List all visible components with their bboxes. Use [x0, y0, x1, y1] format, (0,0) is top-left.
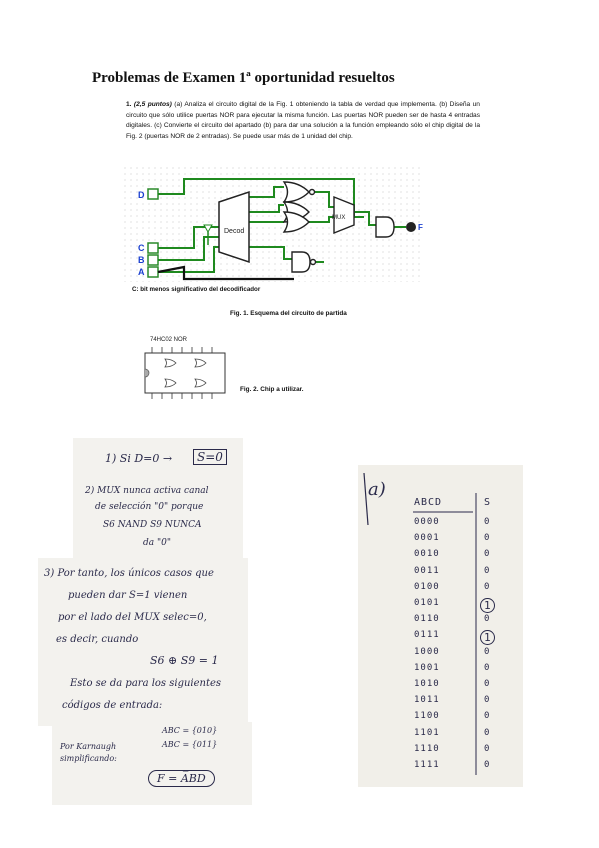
truth-table-row-inputs: 0011 [414, 565, 440, 576]
truth-table-row-output: 0 [484, 646, 490, 657]
circuit-diagram [124, 167, 424, 297]
note4-left2: simplificando: [60, 754, 117, 763]
note3-line7: códigos de entrada: [62, 700, 163, 711]
chip-diagram [140, 333, 235, 413]
truth-table-row-output: 0 [484, 695, 490, 706]
truth-table-row-inputs: 0111 [414, 630, 440, 641]
truth-table-row-inputs: 1101 [414, 727, 440, 738]
note2-line4: da "0" [143, 538, 171, 548]
note1-box: S=0 [193, 449, 227, 465]
truth-table-row-output: 0 [484, 727, 490, 738]
note3-line1: 3) Por tanto, los únicos casos que [44, 568, 214, 579]
truth-table-row-inputs: 1001 [414, 662, 440, 673]
note4-result: F = A̅BD [148, 770, 215, 787]
problem-statement [126, 100, 480, 142]
problem-number: 1. [126, 101, 132, 108]
handwritten-note-2 [38, 558, 248, 726]
input-a [138, 267, 158, 277]
note1-line1: 1) Si D=0 → [105, 452, 173, 465]
input-label-b: B [138, 255, 145, 265]
truth-table-row-output: 0 [484, 711, 490, 722]
truth-table-row-inputs: 0000 [414, 517, 440, 527]
output-label: F [418, 223, 423, 232]
truth-table-header-output: S [484, 497, 491, 508]
truth-table-row-output: 0 [484, 549, 490, 560]
truth-table-row-inputs: 1111 [414, 760, 440, 770]
truth-table-row-inputs: 1011 [414, 695, 440, 706]
truth-table-photo [358, 465, 523, 787]
truth-table-row-inputs: 0110 [414, 614, 440, 625]
handwritten-note-1 [73, 438, 243, 563]
truth-table-row-inputs: 1010 [414, 679, 440, 689]
input-c [138, 243, 158, 253]
input-pin-d [148, 189, 158, 199]
note2-line1: 2) MUX nunca activa canal [85, 486, 209, 496]
truth-table-row-output: 0 [484, 760, 490, 770]
fig1-caption: Fig. 1. Esquema del circuito de partida [230, 310, 347, 317]
input-label-c: C [138, 243, 145, 253]
truth-table-row-output: 0 [484, 743, 490, 754]
truth-table-row-output: 0 [484, 581, 490, 592]
truth-table-row-output: 1 [480, 630, 495, 645]
input-label-d: D [138, 190, 145, 200]
mux-label: MUX [332, 215, 346, 221]
note3-line5: S6 ⊕ S9 = 1 [150, 654, 219, 667]
input-label-a: A [138, 267, 145, 277]
input-pin-b [148, 255, 158, 265]
truth-table-row-output: 0 [484, 662, 490, 673]
truth-table-row-inputs: 1100 [414, 711, 440, 722]
truth-table-row-output: 0 [484, 679, 490, 689]
note3-line6: Esto se da para los siguientes [70, 678, 222, 689]
note2-line2: de selección "0" porque [95, 502, 204, 512]
truth-table-row-output: 0 [484, 565, 490, 576]
truth-table-row-inputs: 0101 [414, 598, 440, 608]
note2-line3: S6 NAND S9 NUNCA [103, 520, 202, 530]
page-title: Problemas de Examen 1ª oportunidad resueltos [92, 70, 395, 86]
note3-line2: pueden dar S=1 vienen [68, 590, 188, 601]
problem-text: (a) Analiza el circuito digital de la Fig. 1 obteniendo la tabla de verdad que implementa. (b) Diseña un circuito que sólo utilice puertas NOR para ejecutar la misma función. Las puertas NOR pueden ser de hasta 4 entradas digitales. (c) Convierte el circuito del apartado (b) para dar una solución a la función empleando sólo el chip digital de la Fig. 2 (puertas NOR de 2 entradas). Se puede usar más de 1 unidad del chip. [126, 101, 480, 140]
truth-table-row-output: 1 [480, 598, 495, 613]
decoder-label: Decod [224, 228, 245, 235]
truth-table-row-output: 0 [484, 517, 490, 527]
part-a-label: a) [368, 479, 386, 500]
input-b [138, 255, 158, 265]
truth-table-row-inputs: 1110 [414, 743, 440, 754]
note4-abc2: ABC = {011} [162, 740, 218, 749]
circuit-note: C: bit menos significativo del decodificador [132, 286, 261, 293]
chip-label: 74HC02 NOR [150, 337, 188, 343]
input-pin-a [148, 267, 158, 277]
fig2-caption: Fig. 2. Chip a utilizar. [240, 386, 304, 393]
note3-line4: es decir, cuando [56, 634, 139, 645]
truth-table-row-inputs: 0100 [414, 581, 440, 592]
truth-table-row-inputs: 0010 [414, 549, 440, 560]
decoder [219, 192, 249, 262]
truth-table-row-output: 0 [484, 533, 490, 544]
truth-table-row-output: 0 [484, 614, 490, 625]
truth-table-lines [358, 465, 523, 787]
truth-table-row-inputs: 0001 [414, 533, 440, 544]
problem-points: (2,5 puntos) [133, 101, 172, 108]
note3-line3: por el lado del MUX selec=0, [58, 612, 207, 623]
note4-left1: Por Karnaugh [60, 742, 117, 751]
output-f [406, 222, 423, 232]
input-pin-c [148, 243, 158, 253]
input-d [138, 189, 158, 200]
note4-abc1: ABC = {010} [162, 726, 218, 735]
handwritten-note-3 [52, 722, 252, 805]
truth-table-header-inputs: ABCD [414, 497, 443, 508]
truth-table-row-inputs: 1000 [414, 646, 440, 657]
